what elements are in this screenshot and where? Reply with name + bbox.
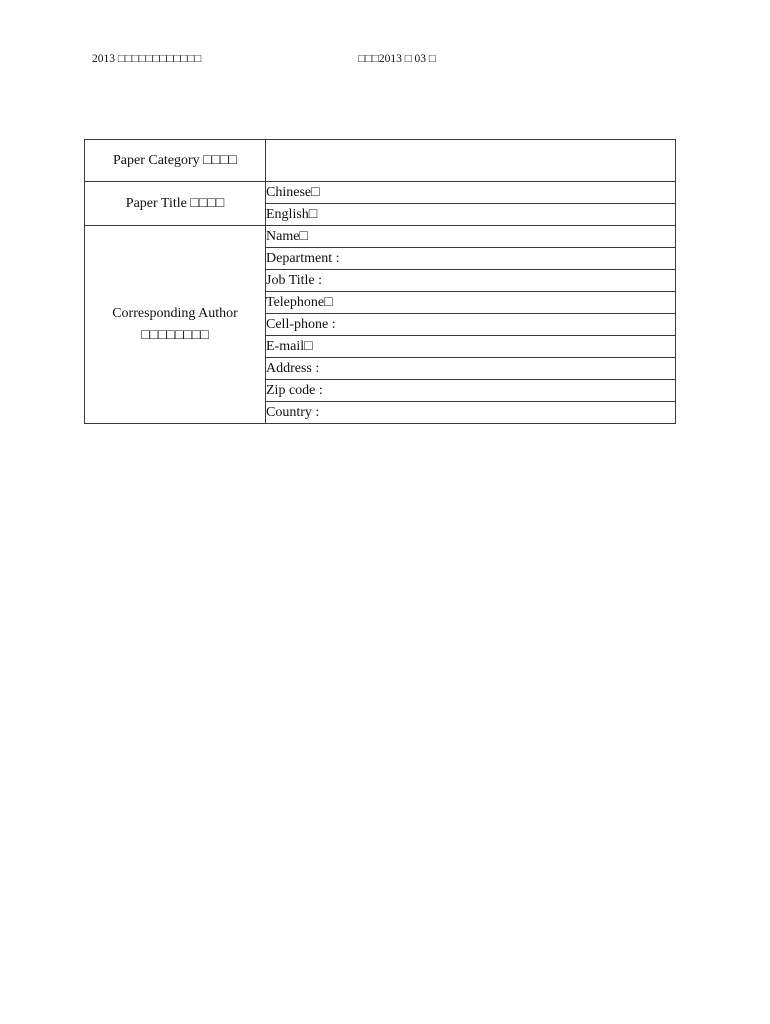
header-date: □□□2013 □ 03 □ (358, 53, 436, 65)
page-header (0, 51, 770, 67)
corresponding-author-label-cn: □□□□□□□□ (141, 327, 209, 343)
author-address-field[interactable]: Address : (266, 358, 676, 380)
corresponding-author-label (85, 226, 266, 424)
author-zip-code-field[interactable]: Zip code : (266, 380, 676, 402)
author-telephone-field[interactable]: Telephone□ (266, 292, 676, 314)
title-chinese-field[interactable]: Chinese□ (266, 182, 676, 204)
author-department-field[interactable]: Department : (266, 248, 676, 270)
header-conference-title: 2013 □□□□□□□□□□□□ (92, 53, 202, 65)
submission-form-table (84, 139, 676, 424)
table-row (85, 226, 676, 248)
corresponding-author-label-en: Corresponding Author (112, 305, 238, 321)
paper-category-label: Paper Category □□□□ (85, 140, 266, 182)
author-email-field[interactable]: E-mail□ (266, 336, 676, 358)
table-row (85, 140, 676, 182)
paper-title-label: Paper Title □□□□ (85, 182, 266, 226)
table-row (85, 182, 676, 204)
author-country-field[interactable]: Country : (266, 402, 676, 424)
author-cellphone-field[interactable]: Cell-phone : (266, 314, 676, 336)
author-name-field[interactable]: Name□ (266, 226, 676, 248)
paper-category-field[interactable] (266, 140, 676, 182)
author-job-title-field[interactable]: Job Title : (266, 270, 676, 292)
title-english-field[interactable]: English□ (266, 204, 676, 226)
